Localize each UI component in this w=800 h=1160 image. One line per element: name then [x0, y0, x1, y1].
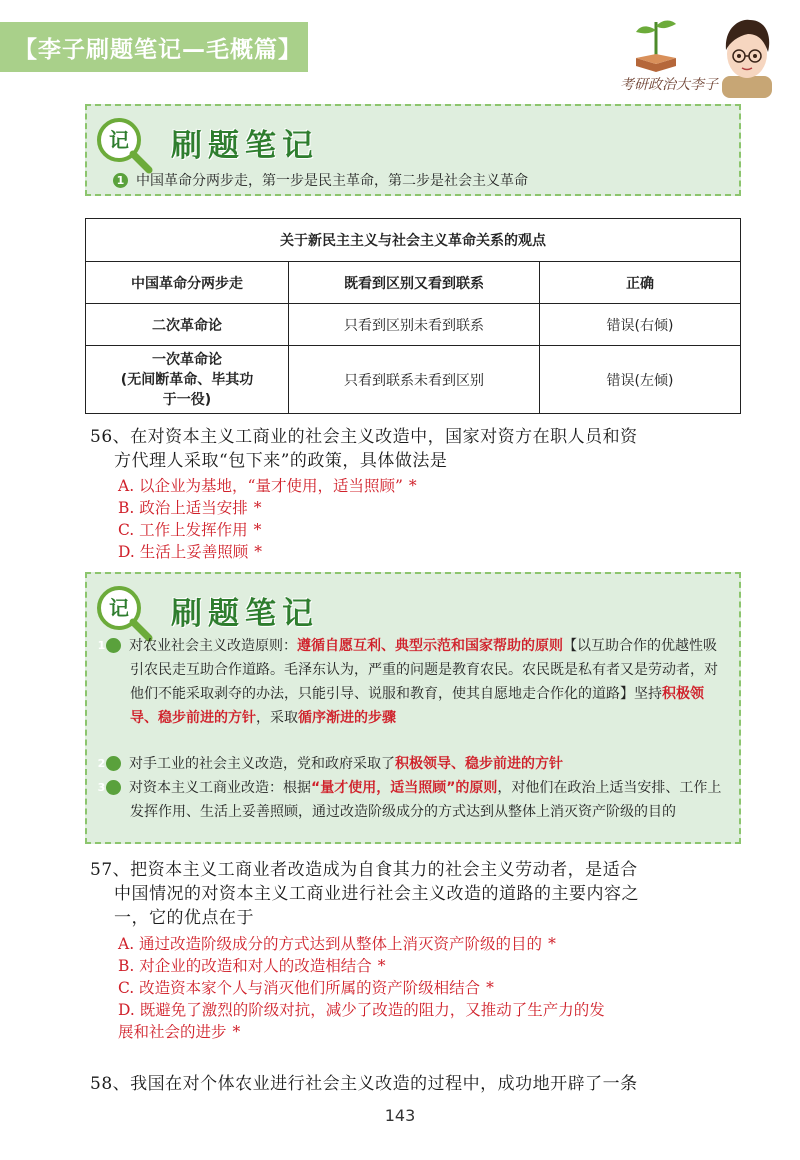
- item-number-badge: 1: [113, 173, 128, 188]
- brand-text: 考研政治大李子: [620, 77, 718, 93]
- table-cell: 错误(右倾): [540, 304, 741, 346]
- question-56-stem-line: 56、在对资本主义工商业的社会主义改造中，国家对资方在职人员和资: [90, 427, 638, 447]
- item-number-badge: 3: [106, 780, 121, 795]
- question-57-stem-line: 中国情况的对资本主义工商业进行社会主义改造的道路的主要内容之: [114, 884, 639, 904]
- note-icon-char: 记: [109, 596, 129, 620]
- note-title: 刷题笔记: [171, 596, 319, 632]
- brand-block: [620, 10, 780, 100]
- table-cell: 一次革命论 (无间断革命、毕其功 于一役): [86, 346, 289, 414]
- question-57-option: B. 对企业的改造和对人的改造相结合 *: [118, 957, 386, 975]
- question-57-stem-line: 一，它的优点在于: [114, 908, 254, 928]
- note2-item-2: 2 对手工业的社会主义改造，党和政府采取了积极领导、稳步前进的方针: [97, 756, 563, 772]
- magnifier-note-icon: [95, 116, 153, 174]
- question-56-option: D. 生活上妥善照顾 *: [118, 543, 262, 561]
- revolution-relation-table: [85, 218, 741, 414]
- item-number-badge: 2: [106, 756, 121, 771]
- question-57-option: A. 通过改造阶级成分的方式达到从整体上消灭资产阶级的目的 *: [118, 935, 556, 953]
- note-item-text: 中国革命分两步走，第一步是民主革命，第二步是社会主义革命: [136, 173, 528, 189]
- page-number: 143: [384, 1106, 416, 1125]
- item-number-badge: 1: [106, 638, 121, 653]
- note-icon-char: 记: [109, 128, 129, 152]
- note2-item-3: 3 对资本主义工商业改造：根据“量才使用，适当照顾”的原则，对他们在政治上适当安排、工作上发挥作用、生活上妥善照顾，通过改造阶级成分的方式达到从整体上消灭资产阶级的目的: [97, 780, 722, 820]
- table-cell: 既看到区别又看到联系: [289, 262, 540, 304]
- question-57-option: D. 既避免了激烈的阶级对抗，减少了改造的阻力，又推动了生产力的发: [118, 1001, 605, 1019]
- question-58-stem-line: 58、我国在对个体农业进行社会主义改造的过程中，成功地开辟了一条: [90, 1074, 638, 1094]
- note-title: 刷题笔记: [171, 128, 319, 164]
- question-57-option: 展和社会的进步 *: [118, 1023, 241, 1041]
- note-box-1: [85, 104, 741, 196]
- question-56-option: B. 政治上适当安排 *: [118, 499, 262, 517]
- book-plant-logo-icon: [632, 16, 680, 72]
- table-cell: 中国革命分两步走: [86, 262, 289, 304]
- note2-item-1: 1 对农业社会主义改造原则：遵循自愿互利、典型示范和国家帮助的原则【以互助合作的优越性吸引农民走互助合作道路。毛泽东认为，严重的问题是教育农民。农民既是私有者又是劳动者，对他们不能采取剥夺的办法，只能引导、说服和教育，使其自愿地走合作化的道路】坚持积极领导、稳步前进的方针，采取循序渐进的步骤: [97, 638, 718, 726]
- table-title: 关于新民主主义与社会主义革命关系的观点: [86, 219, 741, 262]
- question-56-option: A. 以企业为基地，“量才使用，适当照顾” *: [118, 477, 417, 495]
- table-cell: 错误(左倾): [540, 346, 741, 414]
- series-title-tab: 【李子刷题笔记—毛概篇】: [0, 22, 308, 72]
- table-cell: 二次革命论: [86, 304, 289, 346]
- question-57-option: C. 改造资本家个人与消灭他们所属的资产阶级相结合 *: [118, 979, 494, 997]
- avatar-illustration-icon: [714, 14, 780, 98]
- table-cell: 只看到联系未看到区别: [289, 346, 540, 414]
- note-item: [113, 170, 528, 192]
- question-57-stem-line: 57、把资本主义工商业者改造成为自食其力的社会主义劳动者，是适合: [90, 860, 638, 880]
- table-cell: 正确: [540, 262, 741, 304]
- table-cell: 只看到区别未看到联系: [289, 304, 540, 346]
- question-56-stem-line: 方代理人采取“包下来”的政策，具体做法是: [114, 451, 448, 471]
- question-56-option: C. 工作上发挥作用 *: [118, 521, 262, 539]
